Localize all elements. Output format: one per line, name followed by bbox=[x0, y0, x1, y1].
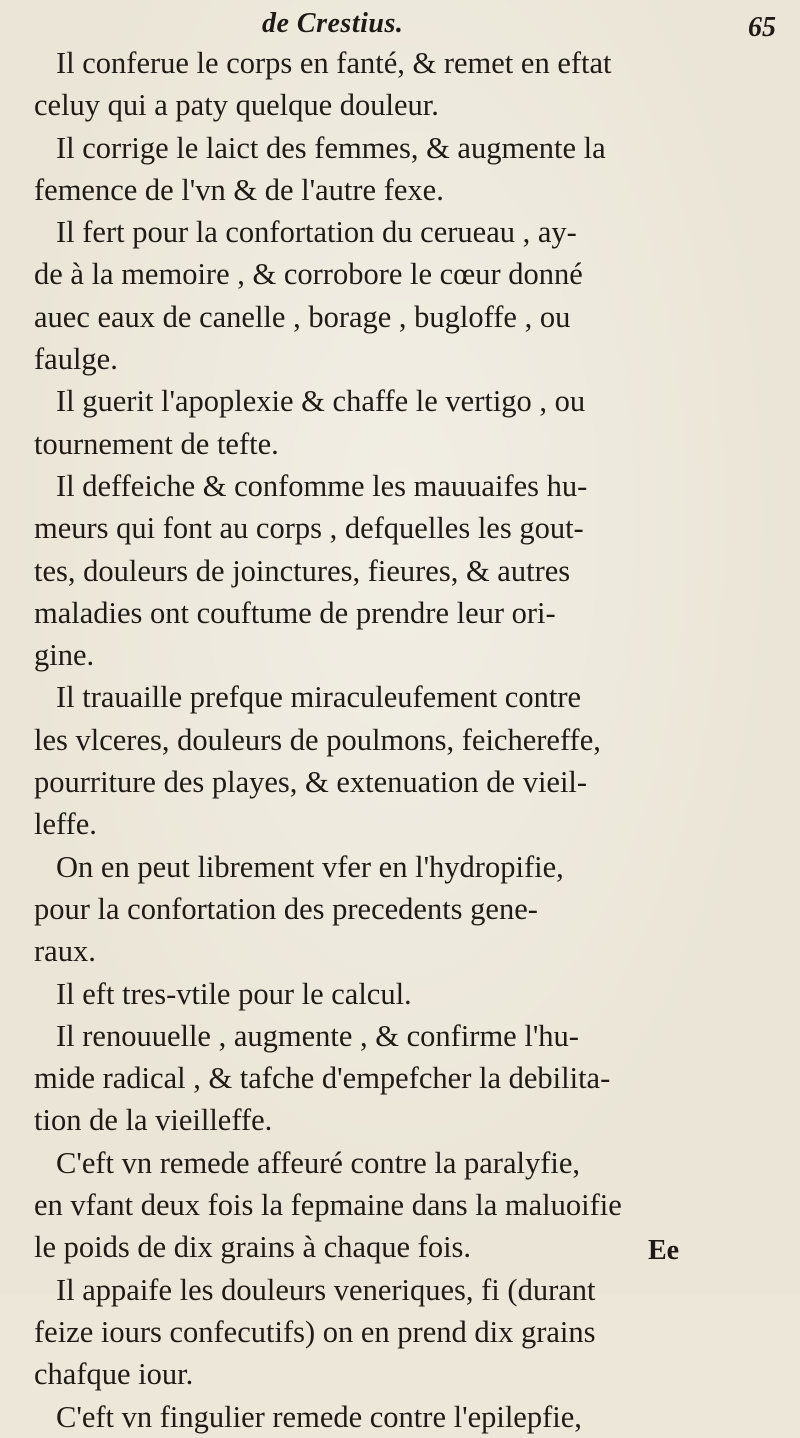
text-line: Il conferue le corps en fanté, & remet en eftat bbox=[56, 46, 612, 80]
text-line: les vlceres, douleurs de poulmons, feichereffe, bbox=[34, 722, 601, 757]
text-line: celuy qui a paty quelque douleur. bbox=[34, 88, 439, 123]
text-line: femence de l'vn & de l'autre fexe. bbox=[34, 172, 444, 207]
text-line: faulge. bbox=[34, 342, 118, 377]
body-text bbox=[34, 42, 779, 1438]
text-line: On en peut librement vfer en l'hydropifie, bbox=[56, 849, 564, 884]
text-line: C'eft vn fingulier remede contre l'epilepfie, bbox=[56, 1399, 582, 1434]
text-line: Il renouuelle , augmente , & confirme l'hu- bbox=[56, 1018, 579, 1053]
text-line: auec eaux de canelle , borage , bugloffe , ou bbox=[34, 299, 571, 334]
text-line: pourriture des playes, & extenuation de vieil- bbox=[34, 765, 588, 800]
text-line: de à la memoire , & corrobore le cœur donné bbox=[34, 257, 583, 292]
text-line: tournement de tefte. bbox=[34, 426, 279, 461]
text-line: raux. bbox=[34, 934, 96, 969]
text-line: pour la confortation des precedents gene- bbox=[34, 891, 538, 926]
text-line: leffe. bbox=[34, 807, 97, 842]
text-line: gine. bbox=[34, 638, 95, 673]
text-line: Il appaife les douleurs veneriques, fi (durant bbox=[56, 1272, 596, 1307]
text-line: Il fert pour la confortation du cerueau , ay- bbox=[56, 215, 577, 250]
text-line: Il eft tres-vtile pour le calcul. bbox=[56, 976, 412, 1011]
text-line: Il guerit l'apoplexie & chaffe le vertigo , ou bbox=[56, 384, 586, 419]
text-line: feize iours confecutifs) on en prend dix grains bbox=[34, 1314, 596, 1349]
text-line: maladies ont couftume de prendre leur ori- bbox=[34, 595, 556, 630]
text-line: le poids de dix grains à chaque fois. bbox=[34, 1230, 472, 1265]
text-line: C'eft vn remede affeuré contre la paralyfie, bbox=[56, 1145, 580, 1180]
text-line: en vfant deux fois la fepmaine dans la maluoifie bbox=[34, 1188, 622, 1223]
text-line: chafque iour. bbox=[34, 1357, 194, 1392]
running-head: de Crestius. bbox=[262, 8, 404, 39]
catchword-row bbox=[0, 1235, 800, 1277]
text-line: tes, douleurs de joinctures, fieures, & autres bbox=[34, 553, 571, 588]
text-line: Il trauaille prefque miraculeufement contre bbox=[56, 680, 582, 715]
text-line: meurs qui font au corps , defquelles les gout- bbox=[34, 511, 584, 546]
text-line: Il deffeiche & confomme les mauuaifes hu- bbox=[56, 468, 588, 503]
page-number: 65 bbox=[748, 12, 776, 43]
catchword: Ee bbox=[648, 1235, 680, 1266]
text-line: tion de la vieilleffe. bbox=[34, 1103, 273, 1138]
text-line: mide radical , & tafche d'empefcher la debilita- bbox=[34, 1061, 611, 1096]
text-line: Il corrige le laict des femmes, & augmente la bbox=[56, 130, 606, 165]
